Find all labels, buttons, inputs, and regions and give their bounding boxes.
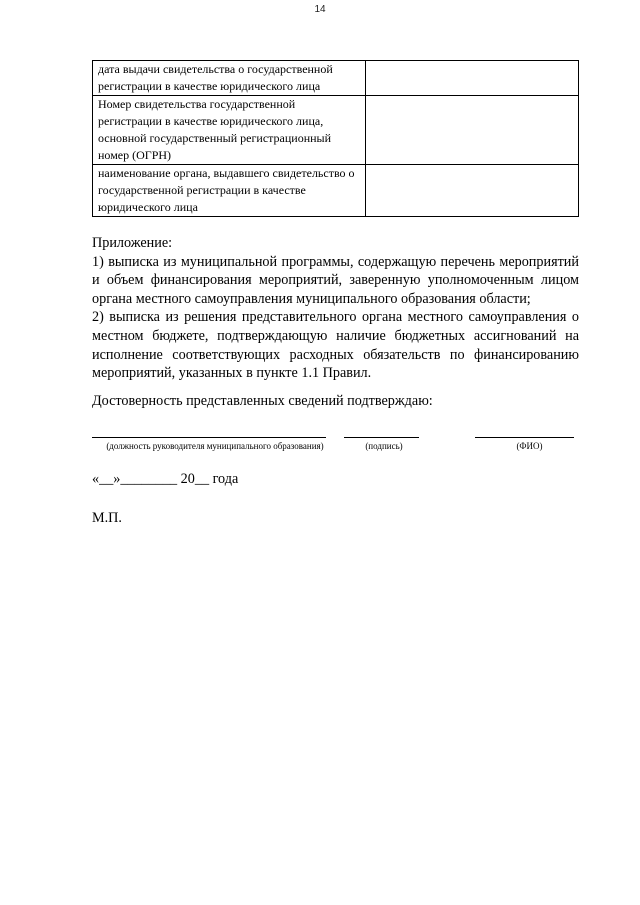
appendix-item: 2) выписка из решения представительного органа местного самоуправления о местном бюджете, подтверждающую наличие бюджетных ассигнований на исполнение соответствующих расходных обязательств по финансированию мероприятий, указанных в пункте 1.1 Правил. (92, 309, 579, 382)
page-number: 14 (314, 4, 326, 15)
name-signature-line (475, 437, 574, 438)
table-cell-value (366, 61, 579, 96)
appendix-heading: Приложение: (92, 235, 173, 251)
signature-caption: (подпись) (365, 441, 403, 451)
confirmation-statement: Достоверность представленных сведений подтверждаю: (92, 393, 433, 409)
table-cell-value (366, 165, 579, 217)
position-caption: (должность руководителя муниципального образования) (106, 441, 324, 451)
stamp-placeholder: М.П. (92, 510, 122, 526)
date-line: «__»________ 20__ года (92, 471, 239, 487)
table-row (93, 61, 579, 96)
table-cell-label: наименование органа, выдавшего свидетельство о государственной регистрации в качестве юридического лица (93, 165, 366, 217)
appendix-section (92, 234, 579, 383)
signature-line (344, 437, 419, 438)
table-row (93, 96, 579, 165)
table-cell-value (366, 96, 579, 165)
appendix-item: 1) выписка из муниципальной программы, содержащую перечень мероприятий и объем финансирования мероприятий, заверенную уполномоченным лицом органа местного самоуправления муниципального образования области; (92, 253, 579, 307)
registration-info-table (92, 60, 579, 217)
name-caption: (ФИО) (516, 441, 543, 451)
table-cell-label: Номер свидетельства государственной регистрации в качестве юридического лица, основной государственный регистрационный номер (ОГРН) (93, 96, 366, 165)
table-cell-label: дата выдачи свидетельства о государственной регистрации в качестве юридического лица (93, 61, 366, 96)
position-signature-line (92, 437, 326, 438)
table-row (93, 165, 579, 217)
